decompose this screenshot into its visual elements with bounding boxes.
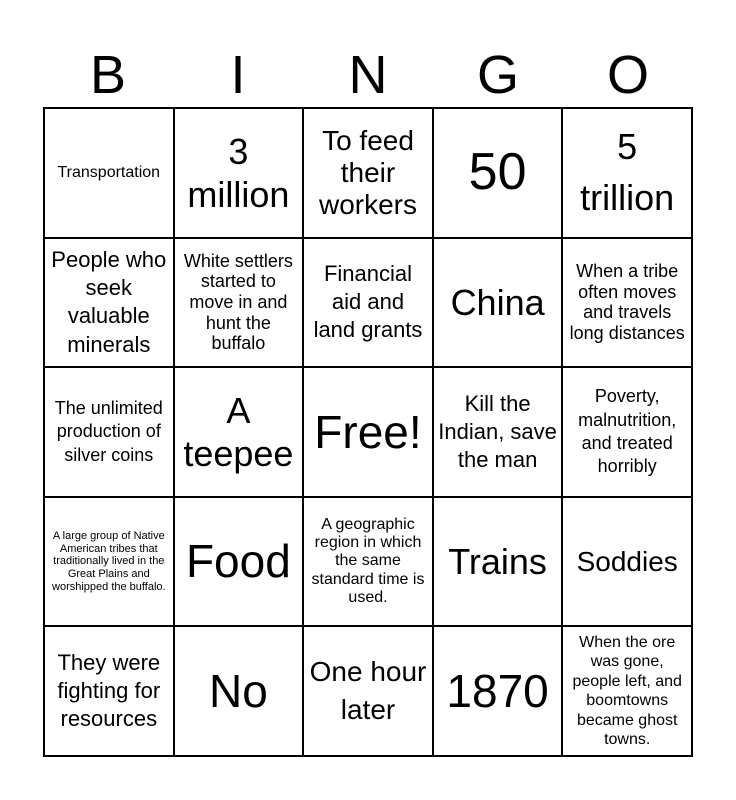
bingo-cell-r3c5[interactable]: Poverty, malnutrition, and treated horribly [563, 368, 693, 498]
bingo-cell-r2c2[interactable]: White settlers started to move in and hunt the buffalo [175, 239, 305, 369]
bingo-cell-r5c1[interactable]: They were fighting for resources [45, 627, 175, 757]
header-letter-n: N [348, 45, 388, 105]
bingo-cell-r2c1[interactable]: People who seek valuable minerals [45, 239, 175, 369]
bingo-cell-r4c4[interactable]: Trains [434, 498, 564, 628]
bingo-cell-r1c2[interactable]: 3 million [175, 109, 305, 239]
bingo-cell-r4c2[interactable]: Food [175, 498, 305, 628]
bingo-cell-r3c4[interactable]: Kill the Indian, save the man [434, 368, 564, 498]
bingo-cell-r4c5[interactable]: Soddies [563, 498, 693, 628]
bingo-cell-r3c2[interactable]: A teepee [175, 368, 305, 498]
bingo-cell-r5c3[interactable]: One hour later [304, 627, 434, 757]
bingo-cell-r2c5[interactable]: When a tribe often moves and travels long distances [563, 239, 693, 369]
header-letter-b: B [89, 45, 127, 105]
bingo-grid [43, 107, 693, 757]
bingo-cell-r1c3[interactable]: To feed their workers [304, 109, 434, 239]
header-letter-g: G [476, 45, 519, 105]
bingo-cell-r3c3[interactable]: Free! [304, 368, 434, 498]
bingo-cell-r1c1[interactable]: Transportation [45, 109, 175, 239]
bingo-cell-r2c4[interactable]: China [434, 239, 564, 369]
bingo-cell-r1c5[interactable]: 5 trillion [563, 109, 693, 239]
bingo-cell-r5c2[interactable]: No [175, 627, 305, 757]
bingo-header [43, 44, 693, 106]
bingo-cell-r5c4[interactable]: 1870 [434, 627, 564, 757]
bingo-cell-r4c3[interactable]: A geographic region in which the same standard time is used. [304, 498, 434, 628]
bingo-cell-r4c1[interactable]: A large group of Native American tribes that traditionally lived in the Great Plains and worshipped the buffalo. [45, 498, 175, 628]
header-letter-o: O [606, 45, 649, 105]
bingo-cell-r3c1[interactable]: The unlimited production of silver coins [45, 368, 175, 498]
bingo-cell-r5c5[interactable]: When the ore was gone, people left, and boomtowns became ghost towns. [563, 627, 693, 757]
bingo-cell-r1c4[interactable]: 50 [434, 109, 564, 239]
bingo-cell-r2c3[interactable]: Financial aid and land grants [304, 239, 434, 369]
header-letter-i: I [230, 45, 246, 105]
